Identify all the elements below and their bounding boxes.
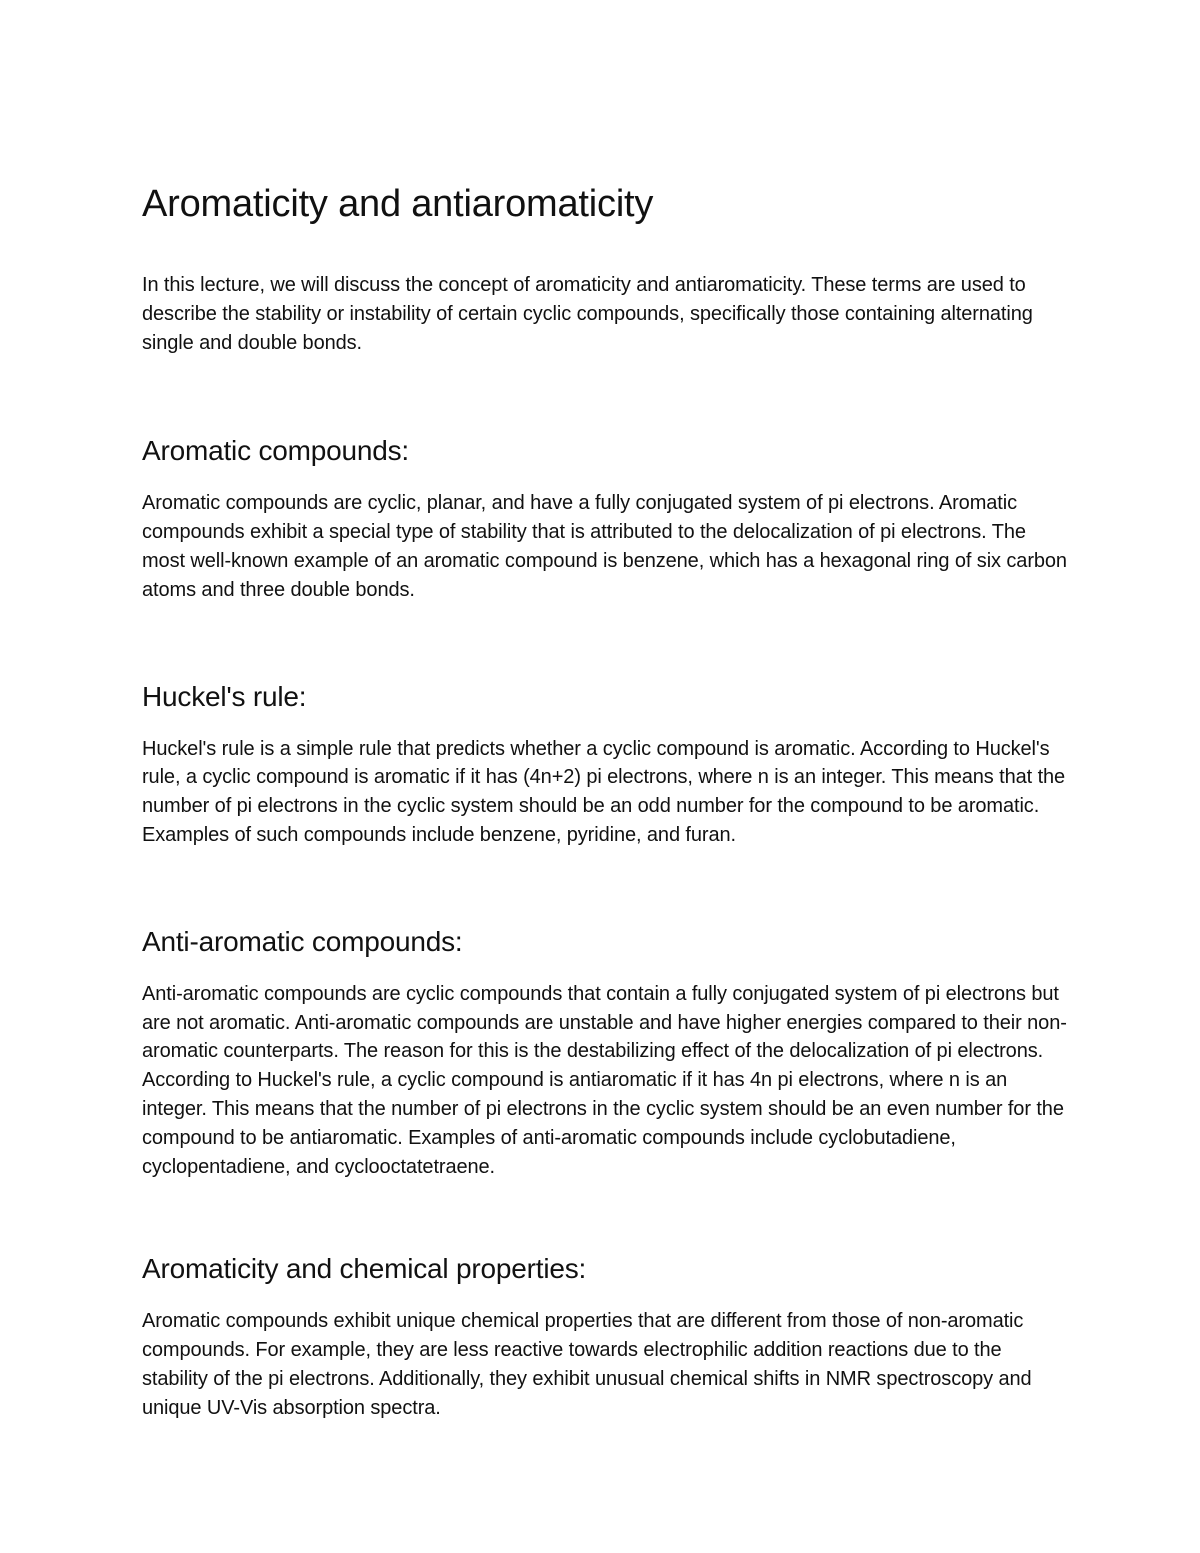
section-anti-aromatic-compounds	[142, 922, 1072, 1182]
section-heading: Anti-aromatic compounds:	[142, 925, 463, 957]
section-heading: Aromaticity and chemical properties:	[142, 1253, 587, 1285]
section-aromatic-compounds	[142, 431, 1072, 604]
document-page	[142, 176, 1072, 1423]
section-huckels-rule	[142, 677, 1072, 850]
section-body: Huckel's rule is a simple rule that predicts whether a cyclic compound is aromatic. According to Huckel's rule, a cyclic compound is aromatic if it has (4n+2) pi electrons, where n is an integer. This means that the number of pi electrons in the cyclic system should be an odd number for the compound to be aromatic. Examples of such compounds include benzene, pyridine, and furan.	[142, 737, 1066, 846]
intro-paragraph: In this lecture, we will discuss the concept of aromaticity and antiaromaticity. These terms are used to describe the stability or instability of certain cyclic compounds, specifically those containing alternating single and double bonds.	[142, 274, 1033, 354]
section-body: Anti-aromatic compounds are cyclic compounds that contain a fully conjugated system of pi electrons but are not aromatic. Anti-aromatic compounds are unstable and have higher energies compared to their non-aromatic counterparts. The reason for this is the destabilizing effect of the delocalization of pi electrons. According to Huckel's rule, a cyclic compound is antiaromatic if it has 4n pi electrons, where n is an integer. This means that the number of pi electrons in the cyclic system should be an even number for the compound to be antiaromatic. Examples of anti-aromatic compounds include cyclobutadiene, cyclopentadiene, and cyclooctatetraene.	[142, 982, 1067, 1178]
section-body: Aromatic compounds are cyclic, planar, and have a fully conjugated system of pi electrons. Aromatic compounds exhibit a special type of stability that is attributed to the delocalization of pi electrons. The most well-known example of an aromatic compound is benzene, which has a hexagonal ring of six carbon atoms and three double bonds.	[142, 492, 1067, 601]
document-title: Aromaticity and antiaromaticity	[142, 183, 654, 225]
section-aromaticity-chemical-properties	[142, 1249, 1072, 1422]
section-body: Aromatic compounds exhibit unique chemical properties that are different from those of non-aromatic compounds. For example, they are less reactive towards electrophilic addition reactions due to the stability of the pi electrons. Additionally, they exhibit unusual chemical shifts in NMR spectroscopy and unique UV-Vis absorption spectra.	[142, 1310, 1032, 1419]
section-heading: Aromatic compounds:	[142, 435, 409, 467]
section-heading: Huckel's rule:	[142, 680, 307, 712]
